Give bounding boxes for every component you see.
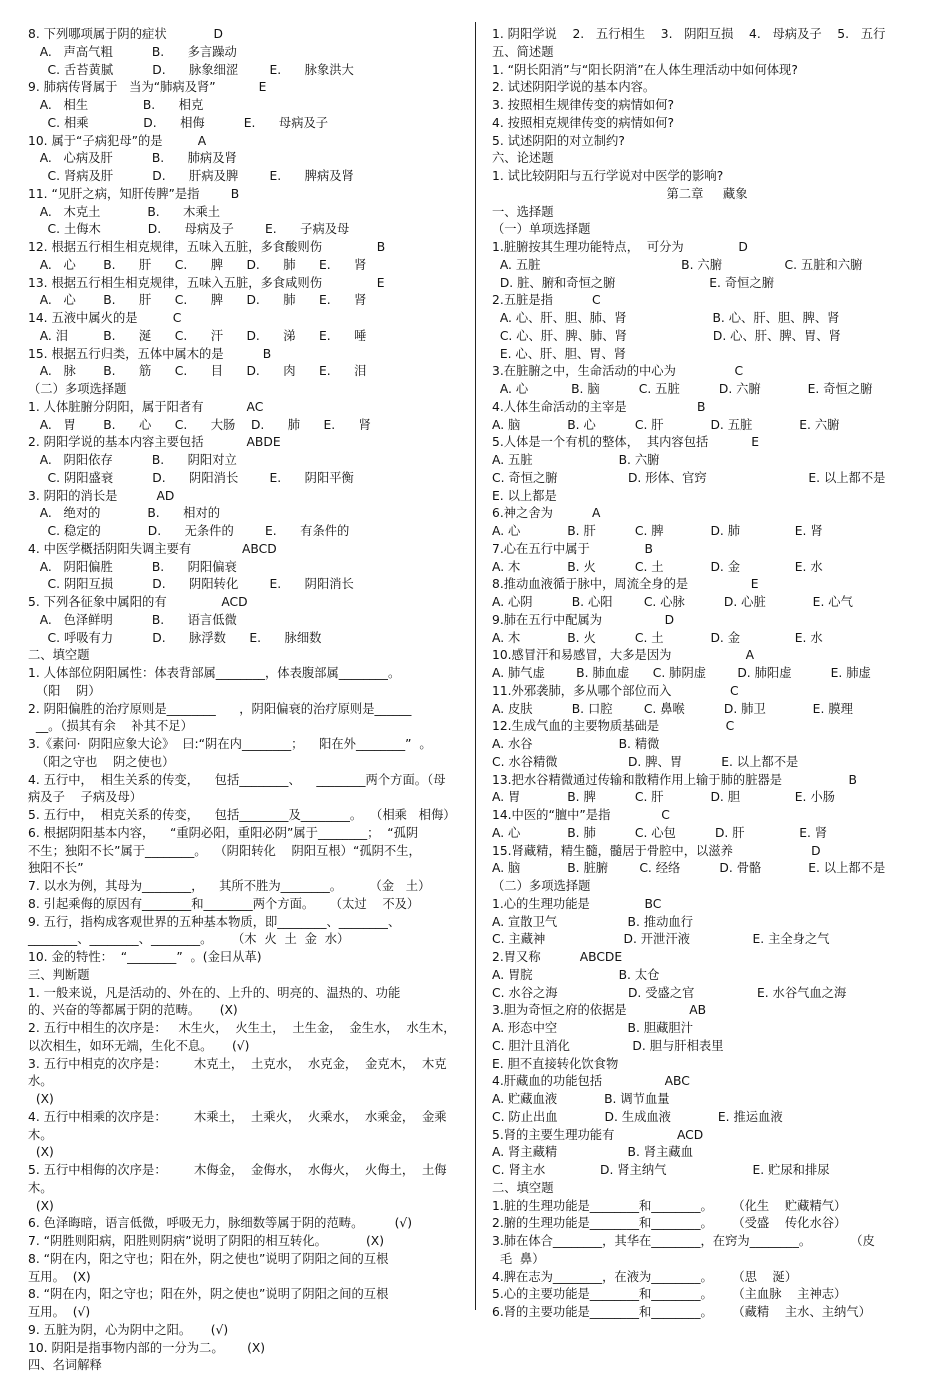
left-line: 5. 五行中， 相克关系的传变， 包括________及________。 （相乘 相侮） — [28, 808, 456, 822]
right-line: 6.肾的主要功能是________和________。 （藏精 主水、主纳气） — [492, 1305, 871, 1319]
right-line: 3.肺在体合________，其华在________，在窍为________。 （皮 — [492, 1234, 875, 1248]
right-line: C. 主藏神 D. 开泄汗液 E. 主全身之气 — [492, 932, 830, 947]
right-line: 2.胃又称 ABCDE — [492, 950, 623, 964]
right-line: 6.神之舍为 A — [492, 506, 601, 521]
right-line: A. 胃 B. 脾 C. 肝 D. 胆 E. 小肠 — [492, 790, 835, 805]
left-line: __。（损其有余 补其不足） — [28, 719, 193, 734]
left-line: 8. 下列哪项属于阴的症状 D — [28, 27, 223, 41]
right-line: A. 贮藏血液 B. 调节血量 — [492, 1092, 670, 1106]
right-line: 13.把水谷精微通过传输和散精作用上输于肺的脏器是 B — [492, 772, 857, 787]
right-line: 4. 按照相克规律传变的病情如何? — [492, 115, 675, 130]
right-line: E. 胆不直接转化饮食物 — [492, 1056, 619, 1071]
right-line: A. 脑 B. 心 C. 肝 D. 五脏 E. 六腑 — [492, 417, 840, 432]
right-line: A. 五脏 B. 六腑 — [492, 453, 660, 467]
left-line: A. 色泽鲜明 B. 语言低微 — [28, 612, 237, 627]
right-line: 2. 试述阴阳学说的基本内容。 — [492, 80, 656, 95]
left-line: 1. 人体部位阴阳属性：体表背部属________，体表腹部属________。 — [28, 666, 401, 680]
left-column — [28, 26, 466, 1375]
left-line: 以次相生，如环无端，生化不息。 (√) — [28, 1038, 250, 1053]
left-line: C. 呼吸有力 D. 脉浮数 E. 脉细数 — [28, 630, 322, 645]
left-line: A. 泪 B. 涎 C. 汗 D. 涕 E. 唾 — [28, 328, 367, 343]
right-line: A. 肾主藏精 B. 肾主藏血 — [492, 1145, 694, 1160]
right-line: 4.人体生命活动的主宰是 B — [492, 399, 706, 414]
right-line: 六、论述题 — [492, 151, 554, 166]
left-line: C. 肾病及肝 D. 肝病及脾 E. 脾病及肾 — [28, 169, 354, 183]
right-line: C. 胆汁且消化 D. 胆与肝相表里 — [492, 1038, 724, 1053]
right-line: 5.心的主要功能是________和________。 （主血脉 主神志） — [492, 1287, 847, 1302]
right-line: 1.脏的生理功能是________和________。 （化生 贮藏精气） — [492, 1198, 847, 1213]
right-line: A. 木 B. 火 C. 土 D. 金 E. 水 — [492, 559, 823, 574]
left-line: 9. 五行，指构成客观世界的五种基本物质，即________、________、 — [28, 914, 401, 929]
right-line: 毛 鼻） — [492, 1251, 545, 1266]
right-line: 12.生成气血的主要物质基础是 C — [492, 719, 735, 734]
left-line: 二、填空题 — [28, 648, 90, 663]
left-line: 9. 五脏为阴，心为阴中之阳。 (√) — [28, 1322, 229, 1337]
right-line: 3. 按照相生规律传变的病情如何? — [492, 98, 675, 112]
left-line: (X) — [28, 1145, 54, 1160]
left-line: A. 心 B. 肝 C. 脾 D. 肺 E. 肾 — [28, 293, 367, 308]
right-line: C. 肾主水 D. 肾主纳气 E. 贮尿和排尿 — [492, 1163, 830, 1177]
left-line: A. 声高气粗 B. 多言躁动 — [28, 44, 237, 59]
left-line: 4. 中医学概括阴阳失调主要有 ABCD — [28, 541, 277, 556]
column-divider — [475, 22, 476, 1310]
left-line: 12. 根据五行相生相克规律，五味入五脏，多食酸则伤 B — [28, 240, 386, 254]
right-line: C. 奇恒之腑 D. 形体、官窍 E. 以上都不是 — [492, 470, 886, 485]
left-line: 7. “阴胜则阳病，阳胜则阴病”说明了阴阳的相互转化。 (X) — [28, 1234, 385, 1248]
left-line: 3.《素问· 阴阳应象大论》 曰:“阴在内________； 阳在外________” 。 — [28, 737, 432, 751]
left-line: 不生；独阳不长”属于________。 （阴阳转化 阴阳互根）“孤阴不生， — [28, 843, 421, 858]
right-line: A. 心、肝、胆、肺、肾 B. 心、肝、胆、脾、肾 — [492, 311, 840, 325]
left-line: A. 相生 B. 相克 — [28, 98, 204, 112]
left-line: A. 心 B. 肝 C. 脾 D. 肺 E. 肾 — [28, 257, 367, 272]
right-line: 15.肾藏精，精生髓，髓居于骨腔中，以滋养 D — [492, 843, 821, 858]
right-line: 7.心在五行中属于 B — [492, 541, 653, 556]
left-line: 3. 阴阳的消长是 AD — [28, 488, 175, 503]
right-line: 第二章 藏象 — [666, 186, 748, 201]
left-line: 独阳不长” — [28, 861, 84, 876]
left-line: 10. 金的特性： “________” 。(金曰从革) — [28, 950, 262, 964]
right-line: 1.脏腑按其生理功能特点， 可分为 D — [492, 240, 748, 254]
left-line: A. 阴阳偏胜 B. 阴阳偏衰 — [28, 559, 237, 574]
left-line: (X) — [28, 1198, 54, 1213]
right-line: 1.心的生理功能是 BC — [492, 896, 662, 911]
left-line: 互用。 (√) — [28, 1305, 91, 1319]
right-line: C. 心、肝、脾、肺、肾 D. 心、肝、脾、胃、肾 — [492, 328, 841, 343]
left-line: 1. 人体脏腑分阴阳，属于阳者有 AC — [28, 399, 264, 414]
right-line: C. 水谷之海 D. 受盛之官 E. 水谷气血之海 — [492, 985, 847, 1000]
right-line: A. 皮肤 B. 口腔 C. 鼻喉 D. 肺卫 E. 膜理 — [492, 701, 853, 716]
left-line: 6. 根据阴阳基本内容， “重阴必阳，重阳必阴”属于________； “孤阴 — [28, 825, 419, 840]
left-line: 互用。 (X) — [28, 1269, 91, 1284]
left-line: 1. 一般来说，凡是活动的、外在的、上升的、明亮的、温热的、功能 — [28, 985, 401, 1000]
left-line: 的、兴奋的等都属于阴的范畴。 (X) — [28, 1003, 238, 1018]
left-line: C. 稳定的 D. 无条件的 E. 有条件的 — [28, 524, 350, 538]
right-line: （一）单项选择题 — [492, 222, 591, 237]
left-line: 2. 五行中相生的次序是： 木生火， 火生土， 土生金， 金生水， 水生木， — [28, 1021, 456, 1035]
left-line: 9. 肺病传肾属于 当为“肺病及肾” E — [28, 80, 267, 95]
right-line: 4.脾在志为________，在液为________。 （思 涎） — [492, 1269, 798, 1284]
right-line: 1. “阴长阳消”与“阳长阴消”在人体生理活动中如何体现? — [492, 62, 798, 77]
left-line: A. 脉 B. 筋 C. 目 D. 肉 E. 泪 — [28, 364, 367, 379]
left-line: 14. 五液中属火的是 C — [28, 311, 182, 325]
right-line: 4.肝藏血的功能包括 ABC — [492, 1074, 690, 1089]
left-line: 8. “阴在内，阳之守也；阳在外，阴之使也”说明了阴阳之间的互根 — [28, 1287, 389, 1302]
right-line: 10.感冒汗和易感冒，大多是因为 A — [492, 648, 755, 663]
right-column — [492, 26, 922, 1322]
left-line: 2. 阴阳学说的基本内容主要包括 ABDE — [28, 435, 281, 450]
left-line: C. 土侮木 D. 母病及子 E. 子病及母 — [28, 222, 350, 237]
left-line: A. 胃 B. 心 C. 大肠 D. 肺 E. 肾 — [28, 417, 371, 432]
left-line: 4. 五行中， 相生关系的传变， 包括________、 ________两个方面。（母 — [28, 772, 446, 787]
left-line: C. 阴阳盛衰 D. 阴阳消长 E. 阴阳平衡 — [28, 470, 354, 485]
right-line: 五、简述题 — [492, 44, 554, 59]
left-line: 5. 下列各征象中属阳的有 ACD — [28, 595, 248, 609]
right-line: A. 宣散卫气 B. 推动血行 — [492, 914, 694, 929]
left-line: ________、________、________。 （木 火 土 金 水） — [28, 932, 350, 947]
left-line: （阳之守也 阴之使也） — [28, 754, 175, 769]
left-line: C. 阴阳互损 D. 阴阳转化 E. 阴阳消长 — [28, 577, 354, 592]
left-line: 6. 色泽晦暗，语言低微，呼吸无力，脉细数等属于阴的范畴。 (√) — [28, 1216, 413, 1231]
left-line: 11. “见肝之病，知肝传脾”是指 B — [28, 186, 240, 201]
left-line: 3. 五行中相克的次序是： 木克土， 土克水， 水克金， 金克木， 木克水。 — [28, 1056, 447, 1089]
right-line: A. 脑 B. 脏腑 C. 经络 D. 骨骼 E. 以上都不是 — [492, 861, 886, 876]
right-line: E. 心、肝、胆、胃、肾 — [492, 346, 627, 361]
right-line: C. 防止出血 D. 生成血液 E. 推运血液 — [492, 1109, 783, 1124]
right-line: 2.腑的生理功能是________和________。 （受盛 传化水谷） — [492, 1216, 847, 1231]
right-line: A. 木 B. 火 C. 土 D. 金 E. 水 — [492, 630, 823, 645]
right-line: 2.五脏是指 C — [492, 293, 601, 308]
right-line: A. 心阴 B. 心阳 C. 心脉 D. 心脏 E. 心气 — [492, 595, 853, 609]
left-line: 5. 五行中相侮的次序是： 木侮金， 金侮水， 水侮火， 火侮土， 土侮木。 — [28, 1163, 447, 1195]
left-line: （阳 阴） — [28, 683, 101, 698]
right-line: A. 水谷 B. 精微 — [492, 737, 660, 751]
left-line: C. 舌苔黄腻 D. 脉象细涩 E. 脉象洪大 — [28, 62, 354, 77]
right-line: A. 形态中空 B. 胆藏胆汁 — [492, 1021, 694, 1035]
right-line: A. 心 B. 肝 C. 脾 D. 肺 E. 肾 — [492, 524, 823, 538]
left-line: A. 木克土 B. 木乘土 — [28, 204, 221, 219]
left-line: A. 阴阳依存 B. 阴阳对立 — [28, 453, 237, 467]
right-line: D. 脏、腑和奇恒之腑 E. 奇恒之腑 — [492, 275, 775, 290]
right-line: 1. 试比较阴阳与五行学说对中医学的影响? — [492, 169, 724, 183]
left-line: 15. 根据五行归类，五体中属木的是 B — [28, 346, 272, 361]
left-line: A. 心病及肝 B. 肺病及肾 — [28, 151, 237, 166]
right-line: 1. 阴阳学说 2. 五行相生 3. 阴阳互损 4. 母病及子 5. 五行 — [492, 27, 886, 41]
right-line: A. 五脏 B. 六腑 C. 五脏和六腑 — [492, 257, 863, 272]
right-line: A. 肺气虚 B. 肺血虚 C. 肺阴虚 D. 肺阳虚 E. 肺虚 — [492, 666, 871, 680]
right-line: 3.胆为奇恒之府的依据是 AB — [492, 1003, 707, 1018]
right-line: 9.肺在五行中配属为 D — [492, 612, 675, 627]
left-line: 三、判断题 — [28, 967, 90, 982]
right-line: A. 胃脘 B. 太仓 — [492, 967, 660, 982]
left-line: (X) — [28, 1092, 54, 1106]
left-line: 13. 根据五行相生相克规律，五味入五脏，多食咸则伤 E — [28, 275, 385, 290]
left-line: 8. 引起乘侮的原因有________和________两个方面。 （太过 不及） — [28, 896, 420, 911]
right-line: 14.中医的“膻中”是指 C — [492, 808, 670, 822]
right-line: 5.肾的主要生理功能有 ACD — [492, 1127, 704, 1142]
left-line: 8. “阴在内，阳之守也；阳在外，阴之使也”说明了阴阳之间的互根 — [28, 1251, 389, 1266]
left-line: 2. 阴阳偏胜的治疗原则是________ ，阴阳偏衰的治疗原则是______ — [28, 701, 412, 716]
right-line: 8.推动血液循于脉中，周流全身的是 E — [492, 577, 759, 592]
right-line: 一、选择题 — [492, 204, 554, 219]
left-line: 7. 以水为例，其母为________， 其所不胜为________。 （金 土） — [28, 879, 431, 893]
right-line: A. 心 B. 脑 C. 五脏 D. 六腑 E. 奇恒之腑 — [492, 382, 873, 396]
right-line: 3.在脏腑之中，生命活动的中心为 C — [492, 364, 744, 379]
right-line: E. 以上都是 — [492, 488, 557, 503]
right-line: 5.人体是一个有机的整体， 其内容包括 E — [492, 435, 760, 450]
right-line: 5. 试述阴阳的对立制约? — [492, 133, 625, 148]
left-line: A. 绝对的 B. 相对的 — [28, 506, 221, 521]
right-line: A. 心 B. 肺 C. 心包 D. 肝 E. 肾 — [492, 825, 828, 840]
left-line: 病及子 子病及母） — [28, 790, 143, 805]
right-line: 11.外邪袭肺，多从哪个部位而入 C — [492, 683, 739, 698]
right-line: C. 水谷精微 D. 脾、胃 E. 以上都不是 — [492, 754, 799, 769]
left-line: 四、名词解释 — [28, 1358, 102, 1373]
left-line: 10. 阴阳是指事物内部的一分为二。 (X) — [28, 1340, 266, 1355]
left-line: C. 相乘 D. 相侮 E. 母病及子 — [28, 115, 329, 130]
left-line: 4. 五行中相乘的次序是： 木乘土， 土乘火， 火乘水， 水乘金， 金乘木。 — [28, 1109, 447, 1142]
right-line: 二、填空题 — [492, 1180, 554, 1195]
left-line: 10. 属于“子病犯母”的是 A — [28, 133, 207, 148]
right-line: （二）多项选择题 — [492, 879, 591, 893]
left-line: （二）多项选择题 — [28, 382, 127, 396]
